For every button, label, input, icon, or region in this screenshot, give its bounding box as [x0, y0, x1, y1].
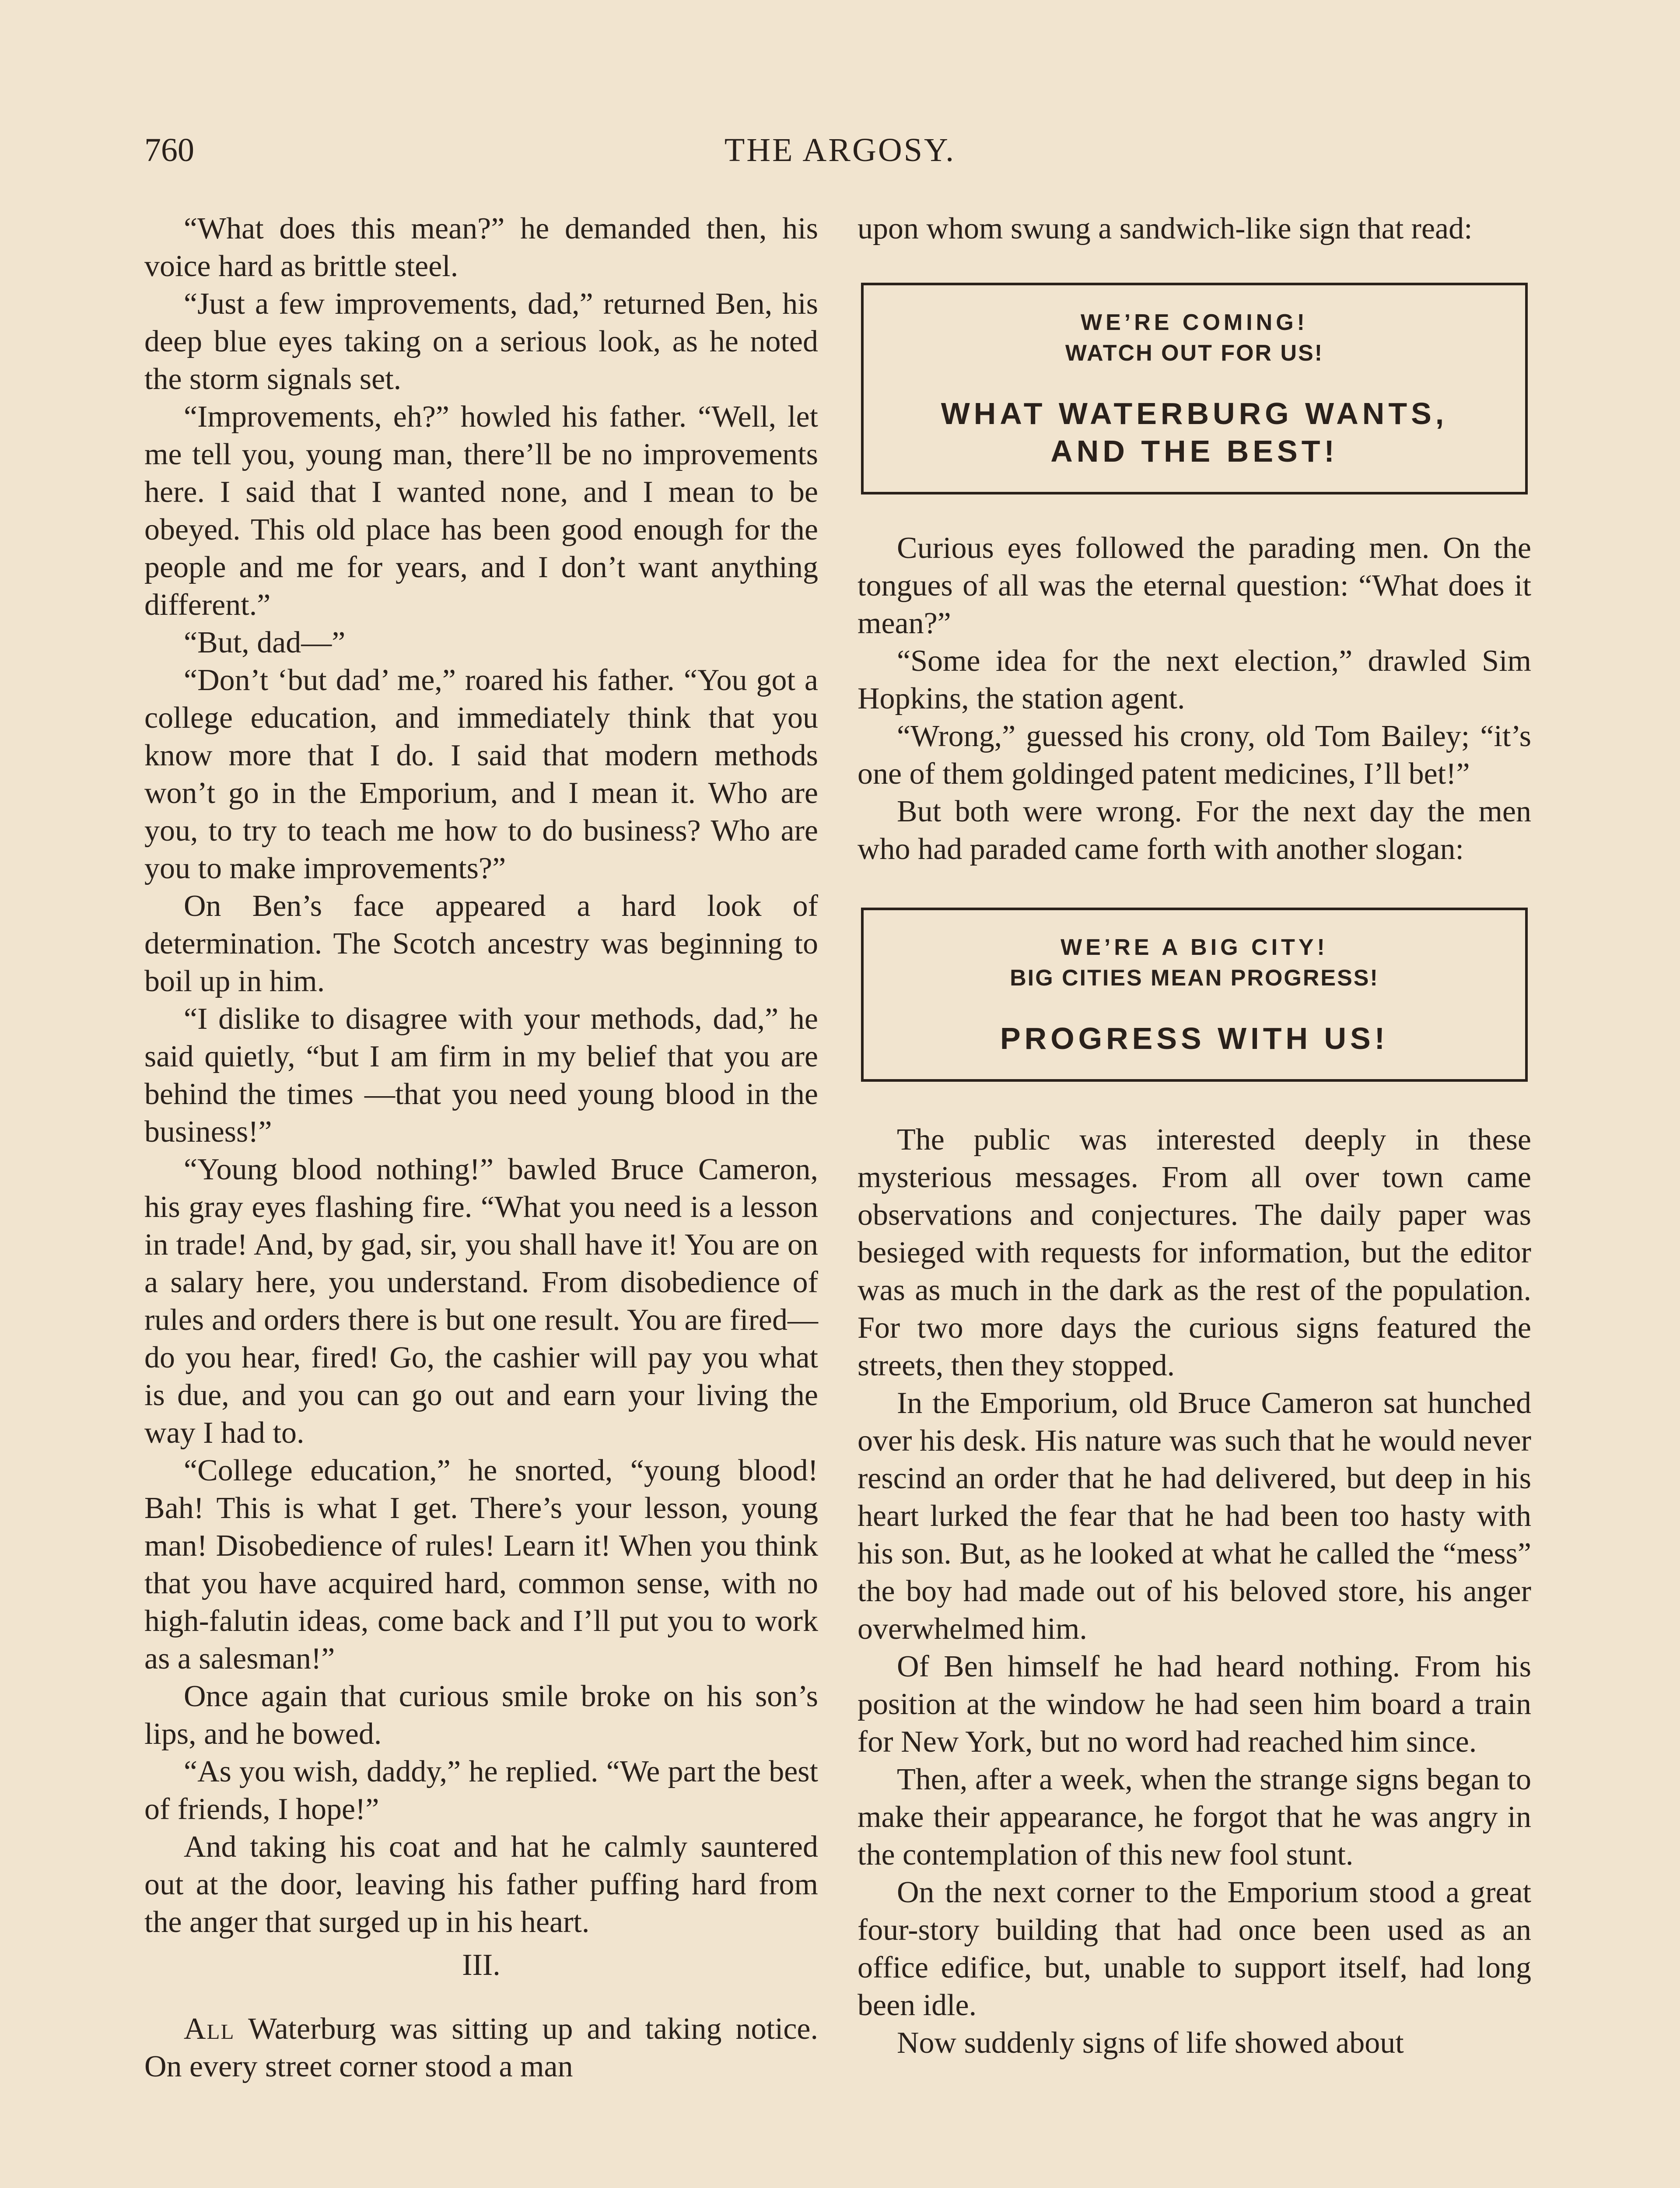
paragraph: The public was interested deeply in these mysterious messages. From all over town came observations and conjectures. The daily paper was besieged with requests for information, but the editor was as much in the dark as the rest of the population. For two more days the curious signs featured the streets, then they stopped.: [858, 1123, 1531, 1382]
right-column: [858, 210, 1531, 2062]
continuation-paragraph: upon whom swung a sandwich-like sign that read:: [858, 212, 1473, 245]
paragraph: “Some idea for the next election,” drawled Sim Hopkins, the station agent.: [858, 644, 1531, 715]
sign-line: PROGRESS WITH US!: [1000, 1021, 1389, 1055]
sign-line: WE’RE COMING!: [1081, 310, 1308, 335]
paragraph: Once again that curious smile broke on his son’s lips, and he bowed.: [144, 1680, 818, 1751]
page-number: 760: [144, 132, 194, 168]
running-title: THE ARGOSY.: [724, 132, 956, 168]
paragraph: On the next corner to the Emporium stood a great four-story building that had once been used as an office edifice, but, unable to support itself, had long been idle.: [858, 1876, 1531, 2022]
sign-line: BIG CITIES MEAN PROGRESS!: [1010, 965, 1379, 991]
paragraph: Then, after a week, when the strange signs began to make their appearance, he forgot that he was angry in the contemplation of this new fool stunt.: [858, 1763, 1531, 1872]
paragraph: On Ben’s face appeared a hard look of determination. The Scotch ancestry was beginning to boil up in him.: [144, 889, 818, 998]
sign-line: AND THE BEST!: [1050, 434, 1338, 468]
paragraph: “But, dad—”: [184, 626, 346, 659]
paragraph: “What does this mean?” he demanded then, his voice hard as brittle steel.: [144, 212, 818, 283]
sign-box-one: [861, 283, 1528, 494]
paragraph: But both were wrong. For the next day the men who had paraded came forth with another slogan:: [858, 795, 1531, 866]
paragraph: “Wrong,” guessed his crony, old Tom Bailey; “it’s one of them goldinged patent medicines, I’ll bet!”: [858, 719, 1531, 791]
paragraph: “Improvements, eh?” howled his father. “Well, let me tell you, young man, there’ll be no improvements here. I said that I wanted none, and I mean to be obeyed. This old place has been good enough for the people and me for years, and I don’t want anything different.”: [144, 400, 818, 622]
sign-line: WHAT WATERBURG WANTS,: [941, 396, 1448, 431]
paragraph: “Just a few improvements, dad,” returned Ben, his deep blue eyes taking on a serious look, as he noted the storm signals set.: [144, 287, 818, 396]
sign-line: WATCH OUT FOR US!: [1065, 340, 1324, 366]
paragraph: In the Emporium, old Bruce Cameron sat hunched over his desk. His nature was such that he would never rescind an order that he had delivered, but deep in his heart lurked the fear that he had been too hasty with his son. But, as he looked at what he called the “mess” the boy had made out of his beloved store, his anger overwhelmed him.: [858, 1386, 1531, 1646]
paragraph: “Young blood nothing!” bawled Bruce Cameron, his gray eyes flashing fire. “What you need is a lesson in trade! And, by gad, sir, you shall have it! You are on a salary here, you understand. From disobedience of rules and orders there is but one result. You are fired—do you hear, fired! Go, the cashier will pay you what is due, and you can go out and earn your living the way I had to.: [144, 1153, 818, 1450]
sign-line: WE’RE A BIG CITY!: [1060, 935, 1328, 960]
small-caps-lead: All: [184, 2012, 235, 2046]
paragraph: “Don’t ‘but dad’ me,” roared his father. “You got a college education, and immediately think that you know more that I do. I said that modern methods won’t go in the Emporium, and I mean it. Who are you, to try to teach me how to do business? Who are you to make improvements?”: [144, 663, 818, 885]
section-opening-paragraph: [144, 2010, 818, 2086]
sign-box-two: [861, 908, 1528, 1082]
paragraph: “I dislike to disagree with your methods, dad,” he said quietly, “but I am firm in my belief that you are behind the times —that you need young blood in the business!”: [144, 1002, 818, 1149]
paragraph: “College education,” he snorted, “young blood! Bah! This is what I get. There’s your lesson, young man! Disobedience of rules! Learn it! When you think that you have acquired hard, common sense, with no high-falutin ideas, come back and I’ll put you to work as a salesman!”: [144, 1454, 818, 1676]
paragraph: And taking his coat and hat he calmly sauntered out at the door, leaving his father puffing hard from the anger that surged up in his heart.: [144, 1830, 818, 1939]
paragraph: “As you wish, daddy,” he replied. “We part the best of friends, I hope!”: [144, 1755, 818, 1826]
paragraph: Curious eyes followed the parading men. On the tongues of all was the eternal question: “What does it mean?”: [858, 531, 1531, 640]
paragraph: Now suddenly signs of life showed about: [897, 2026, 1404, 2060]
left-column: [144, 210, 818, 2086]
paragraph: Of Ben himself he had heard nothing. From his position at the window he had seen him board a train for New York, but no word had reached him since.: [858, 1650, 1531, 1759]
section-opening-text: Waterburg was sitting up and taking notice. On every street corner stood a man: [144, 2012, 818, 2083]
section-number: III.: [462, 1948, 500, 1982]
